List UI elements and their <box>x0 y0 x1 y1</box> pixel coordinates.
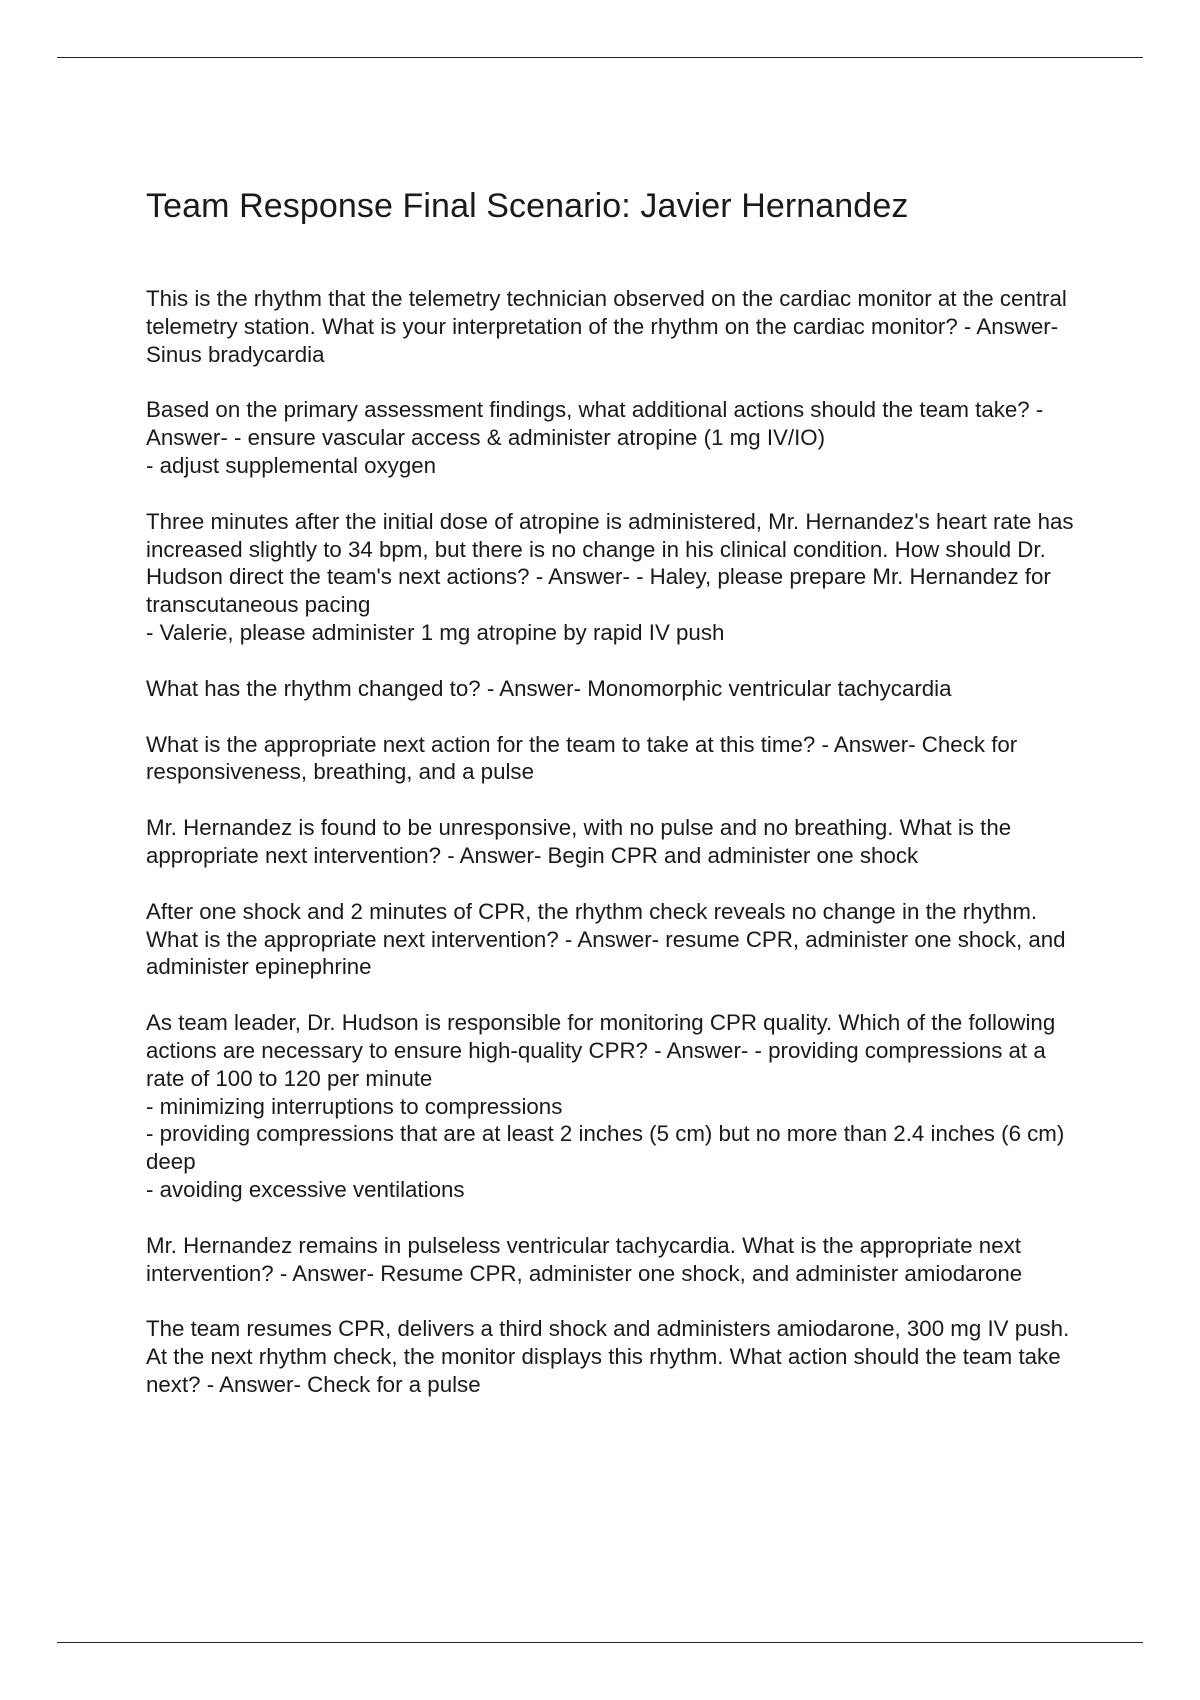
qa-item-4: What has the rhythm changed to? - Answer- Monomorphic ventricular tachycardia <box>146 675 952 701</box>
question-answer-list <box>146 285 1086 1427</box>
page-title: Team Response Final Scenario: Javier Hernandez <box>146 187 909 225</box>
qa-item-1: This is the rhythm that the telemetry technician observed on the cardiac monitor at the central telemetry station. What is your interpretation of the rhythm on the cardiac monitor? - Answer- Sinus bradycardia <box>146 286 1067 367</box>
qa-item-9: Mr. Hernandez remains in pulseless ventricular tachycardia. What is the appropriate next intervention? - Answer- Resume CPR, administer one shock, and administer amiodarone <box>146 1232 1023 1286</box>
qa-item-10: The team resumes CPR, delivers a third shock and administers amiodarone, 300 mg IV push. At the next rhythm check, the monitor displays this rhythm. What action should the team take next? - Answer- Check for a pulse <box>146 1316 1070 1397</box>
qa-item-6: Mr. Hernandez is found to be unresponsive, with no pulse and no breathing. What is the appropriate next intervention? - Answer- Begin CPR and administer one shock <box>146 815 1012 868</box>
qa-item-8: As team leader, Dr. Hudson is responsible for monitoring CPR quality. Which of the following actions are necessary to ensure high-quality CPR? - Answer- - providing compressions at a rate of 100 to 120 per minute - minimizing interruptions to compressions - providing compressions that are at least 2 inches (5 cm) but no more than 2.4 inches (6 cm) deep - avoiding excessive ventilations <box>146 1010 1065 1202</box>
qa-item-5: What is the appropriate next action for the team to take at this time? - Answer- Check for responsiveness, breathing, and a pulse <box>146 731 1018 785</box>
qa-item-2: Based on the primary assessment findings, what additional actions should the team take? - Answer- - ensure vascular access & administer atropine (1 mg IV/IO) - adjust supplemental oxygen <box>146 397 1044 478</box>
qa-item-3: Three minutes after the initial dose of atropine is administered, Mr. Hernandez's heart rate has increased slightly to 34 bpm, but there is no change in his clinical condition. How should Dr. Hudson direct the team's next actions? - Answer- - Haley, please prepare Mr. Hernandez for transcutaneous pacing - Valerie, please administer 1 mg atropine by rapid IV push <box>146 508 1074 645</box>
bottom-rule <box>57 1642 1143 1643</box>
top-rule <box>57 57 1143 58</box>
qa-item-7: After one shock and 2 minutes of CPR, the rhythm check reveals no change in the rhythm. What is the appropriate next intervention? - Answer- resume CPR, administer one shock, and administer epinephrine <box>146 898 1066 980</box>
